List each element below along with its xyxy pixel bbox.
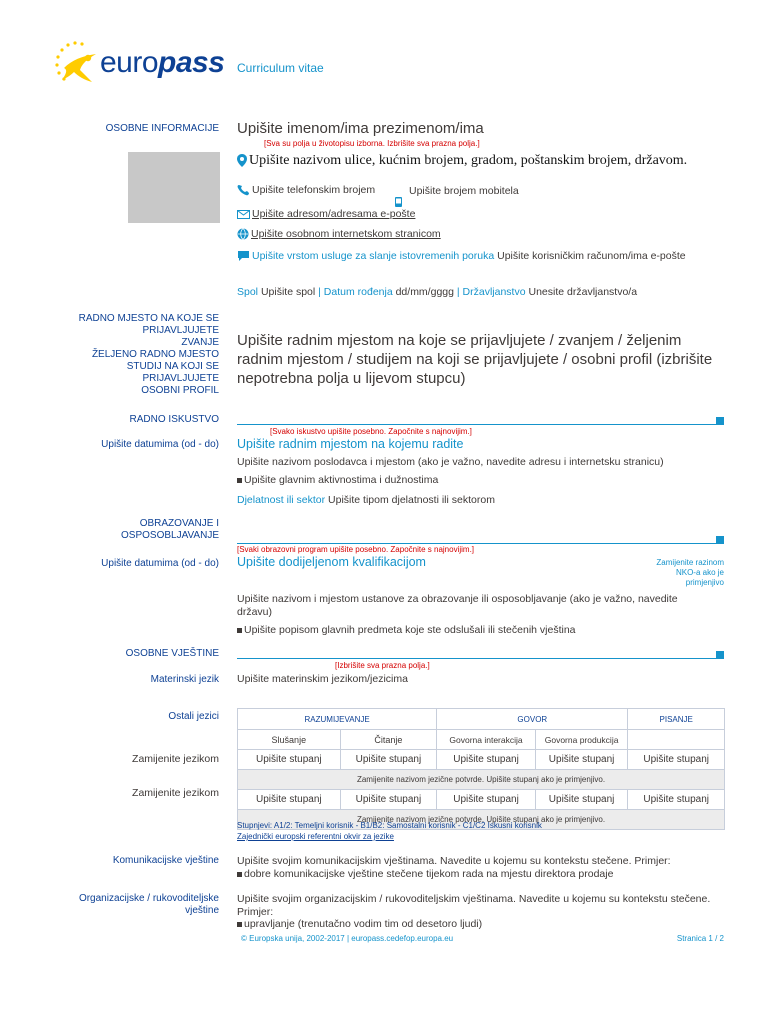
levels-legend: Stupnjevi: A1/2: Temeljni korisnik - B1/B2: Samostalni korisnik - C1/C2 Iskusni korisnik (237, 821, 542, 830)
document-title: Curriculum vitae (237, 61, 324, 75)
footer-copyright: © Europska unija, 2002-2017 | europass.cedefop.europa.eu (241, 934, 454, 943)
education-subjects-item (237, 624, 576, 637)
nationality-label: Državljanstvo (462, 286, 526, 298)
experience-activities: Upišite glavnim aktivnostima i dužnostima (244, 474, 439, 486)
dob-value: dd/mm/gggg (395, 286, 454, 298)
chat-icon (237, 250, 250, 262)
header-writing: PISANJE (628, 709, 725, 730)
header-blank (628, 730, 725, 750)
header-speaking: GOVOR (437, 709, 628, 730)
experience-note: [Svako iskustvo upišite posebno. Započnite s najnovijim.] (270, 427, 472, 436)
mobile-text: Upišite brojem mobitela (409, 185, 519, 197)
im-service: Upišite vrstom usluge za slanje istovremenih poruka (252, 250, 495, 262)
header-listening: Slušanje (238, 730, 341, 750)
position-label-line: OSOBNI PROFIL (141, 385, 219, 396)
section-label-position (40, 313, 219, 397)
photo-placeholder (128, 152, 220, 223)
website-icon (237, 228, 249, 240)
section-divider (237, 424, 718, 425)
education-subjects: Upišite popisom glavnih predmeta koje ste odslušali ili stečenih vještina (244, 624, 576, 636)
separator: | (318, 286, 321, 298)
mother-tongue-label: Materinski jezik (150, 674, 219, 685)
level-cell: Upišite stupanj (238, 750, 341, 770)
nqf-line: NKO-a ako je (675, 568, 724, 577)
im-row (237, 250, 707, 263)
level-cell: Upišite stupanj (340, 750, 437, 770)
experience-activities-item (237, 474, 438, 487)
organisational-text: Upišite svojim organizacijskim / rukovoditeljskim vještinama. Navedite u kojemu su kontekstu stečene. Primjer: (237, 893, 711, 918)
sex-value: Upišite spol (260, 286, 316, 298)
dob-label: Datum rođenja (323, 286, 393, 298)
bullet-square-icon (237, 922, 242, 927)
nationality-value: Unesite državljanstvo/a (528, 286, 638, 298)
cefr-link[interactable]: Zajednički europski referentni okvir za jezike (237, 832, 394, 841)
education-title: Upišite dodijeljenom kvalifikacijom (237, 555, 426, 569)
section-divider (237, 543, 718, 544)
level-cell: Upišite stupanj (628, 790, 725, 810)
level-cell: Upišite stupanj (437, 790, 536, 810)
footer-page-number: Stranica 1 / 2 (676, 934, 724, 943)
website-text[interactable]: Upišite osobnom internetskom stranicom (251, 228, 441, 240)
mother-tongue-value: Upišite materinskim jezikom/jezicima (237, 673, 408, 685)
nqf-line: primjenjivo (685, 578, 724, 587)
sector-value: Upišite tipom djelatnosti ili sektorom (328, 494, 495, 506)
phone-text: Upišite telefonskim brojem (252, 184, 376, 196)
communication-label: Komunikacijske vještine (112, 855, 219, 866)
position-label-line: ZVANJE (181, 337, 219, 348)
sector-label: Djelatnost ili sektor (237, 494, 326, 506)
education-dates: Upišite datumima (od - do) (101, 558, 219, 569)
experience-dates: Upišite datumima (od - do) (101, 439, 219, 450)
email-row (237, 208, 415, 221)
communication-bullet: dobre komunikacijske vještine stečene tijekom rada na mjestu direktora prodaje (244, 868, 614, 880)
languages-table (237, 708, 725, 830)
personal-note: [Sva su polja u životopisu izborna. Izbrišite sva prazna polja.] (264, 139, 480, 148)
email-icon (237, 210, 250, 219)
education-institution: Upišite nazivom i mjestom ustanove za obrazovanje ili osposobljavanje (ako je važno, navedite državu) (237, 593, 678, 618)
experience-title: Upišite radnim mjestom na kojemu radite (237, 437, 464, 451)
position-text: Upišite radnim mjestom na koje se prijavljujete / zvanjem / željenim radnim mjestom / studijem na koji se prijavljujete / osobni profil (izbrišite nepotrebna polja u lijevom stupcu) (237, 332, 713, 387)
europass-logo (52, 38, 225, 88)
section-label-skills: OSOBNE VJEŠTINE (125, 648, 219, 659)
certificate-note: Zamijenite nazivom jezične potvrde. Upišite stupanj ako je primjenjivo. (238, 770, 725, 790)
organisational-bullet: upravljanje (trenutačno vodim tim od desetoro ljudi) (244, 918, 483, 930)
section-label-education (40, 518, 219, 542)
position-label-line: ŽELJENO RADNO MJESTO (91, 349, 219, 360)
position-label-line: PRIJAVLJUJETE (142, 325, 219, 336)
level-cell: Upišite stupanj (535, 790, 628, 810)
address-text: Upišite nazivom ulice, kućnim brojem, gradom, poštanskim brojem, državom. (249, 153, 688, 168)
mobile-icon (395, 197, 402, 207)
level-cell: Upišite stupanj (535, 750, 628, 770)
email-text[interactable]: Upišite adresom/adresama e-pošte (252, 208, 416, 220)
location-pin-icon (237, 154, 247, 167)
org-label-line: Organizacijske / rukovoditeljske (78, 893, 219, 904)
experience-sector-row (237, 494, 495, 507)
header-interaction: Govorna interakcija (437, 730, 536, 750)
phone-icon (237, 184, 250, 196)
language-name: Zamijenite jezikom (132, 787, 219, 799)
communication-item (237, 868, 613, 881)
other-languages-label: Ostali jezici (168, 711, 219, 722)
address-row (237, 152, 707, 169)
organisational-item (237, 918, 482, 931)
section-label-experience: RADNO ISKUSTVO (129, 414, 219, 425)
website-row (237, 228, 441, 241)
education-label-line: OSPOSOBLJAVANJE (121, 530, 219, 541)
bullet-square-icon (237, 478, 242, 483)
im-account: Upišite korisničkim računom/ima e-pošte (497, 250, 686, 262)
bullet-square-icon (237, 628, 242, 633)
experience-employer: Upišite nazivom poslodavca i mjestom (ako je važno, navedite adresu i internetsku stranicu) (237, 456, 664, 468)
section-divider-square (716, 417, 724, 425)
personal-name: Upišite imenom/ima prezimenom/ima (237, 120, 484, 137)
education-label-line: OBRAZOVANJE I (139, 518, 219, 529)
level-cell: Upišite stupanj (628, 750, 725, 770)
section-divider (237, 658, 718, 659)
bullet-square-icon (237, 872, 242, 877)
communication-text: Upišite svojim komunikacijskim vještinama. Navedite u kojemu su kontekstu stečene. Primjer: (237, 855, 671, 867)
level-cell: Upišite stupanj (238, 790, 341, 810)
organisational-label (40, 893, 219, 917)
level-cell: Upišite stupanj (437, 750, 536, 770)
nqf-level (630, 558, 724, 588)
education-note: [Svaki obrazovni program upišite posebno. Započnite s najnovijim.] (237, 545, 475, 554)
org-label-line: vještine (185, 905, 219, 916)
position-label-line: PRIJAVLJUJETE (142, 373, 219, 384)
logo-text-pass: pass (158, 46, 225, 79)
position-label-line: STUDIJ NA KOJI SE (126, 361, 219, 372)
separator: | (456, 286, 460, 298)
level-cell: Upišite stupanj (340, 790, 437, 810)
header-understanding: RAZUMIJEVANJE (238, 709, 437, 730)
section-divider-square (716, 536, 724, 544)
header-production: Govorna produkcija (535, 730, 628, 750)
skills-note: [Izbrišite sva prazna polja.] (335, 661, 430, 670)
section-divider-square (716, 651, 724, 659)
language-name: Zamijenite jezikom (132, 753, 219, 765)
header-reading: Čitanje (340, 730, 437, 750)
phone-row (237, 184, 375, 197)
sex-label: Spol (237, 286, 259, 298)
section-label-personal: OSOBNE INFORMACIJE (105, 123, 219, 134)
certificate-note: Zamijenite nazivom jezične potvrde. Upišite stupanj ako je primjenjivo. (238, 810, 725, 830)
logo-text-euro: euro (100, 46, 159, 79)
position-label-line: RADNO MJESTO NA KOJE SE (78, 313, 219, 324)
personal-details-row (237, 286, 637, 299)
nqf-line: Zamijenite razinom (656, 558, 724, 567)
